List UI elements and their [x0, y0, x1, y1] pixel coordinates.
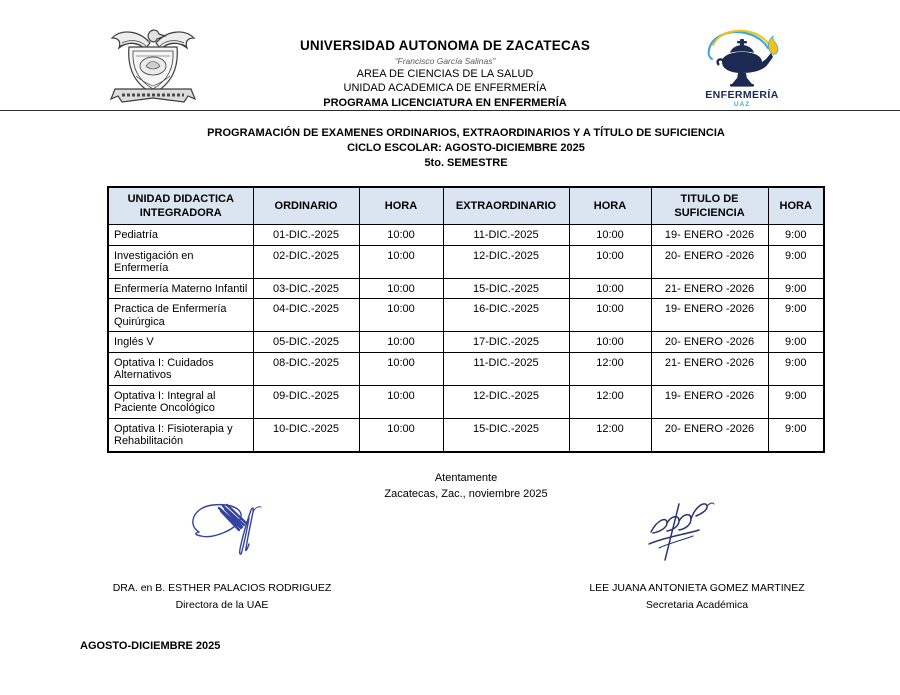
table-row [108, 225, 824, 246]
letterhead [230, 38, 660, 111]
table-cell: 9:00 [768, 299, 824, 332]
table-cell: 9:00 [768, 245, 824, 278]
table-cell: 10:00 [359, 332, 443, 353]
area-name: AREA DE CIENCIAS DE LA SALUD [356, 67, 534, 80]
signature-director [183, 498, 298, 564]
table-cell: 10:00 [569, 299, 651, 332]
table-body [108, 225, 824, 452]
table-cell: 9:00 [768, 418, 824, 452]
table-cell: 19- ENERO -2026 [651, 299, 768, 332]
table-cell: 12:00 [569, 418, 651, 452]
table-cell: 9:00 [768, 278, 824, 299]
place-date: Zacatecas, Zac., noviembre 2025 [384, 488, 548, 500]
table-cell: 15-DIC.-2025 [443, 278, 569, 299]
table-cell: 02-DIC.-2025 [253, 245, 359, 278]
table-cell: 04-DIC.-2025 [253, 299, 359, 332]
table-cell: 03-DIC.-2025 [253, 278, 359, 299]
header-divider [0, 110, 900, 111]
signer-right [572, 580, 822, 614]
table-column-header: HORA [768, 187, 824, 225]
table-cell: 10:00 [569, 245, 651, 278]
table-cell: Optativa I: Integral al Paciente Oncológico [108, 385, 253, 418]
table-column-header: HORA [569, 187, 651, 225]
program-name: PROGRAMA LICENCIATURA EN ENFERMERÍA [323, 97, 567, 109]
salutation: Atentamente [434, 472, 498, 484]
table-cell: 10:00 [359, 352, 443, 385]
table-cell: 10:00 [359, 278, 443, 299]
table-cell: 05-DIC.-2025 [253, 332, 359, 353]
enfermeria-uaz-logo [692, 26, 792, 110]
table-cell: 21- ENERO -2026 [651, 278, 768, 299]
document-title [30, 126, 900, 171]
exam-schedule-table [107, 186, 825, 453]
table-row [108, 299, 824, 332]
table-cell: Pediatría [108, 225, 253, 246]
table-column-header: EXTRAORDINARIO [443, 187, 569, 225]
signer-right-role: Secretaria Académica [645, 599, 749, 611]
table-cell: 9:00 [768, 352, 824, 385]
title-line-2: CICLO ESCOLAR: AGOSTO-DICIEMBRE 2025 [347, 142, 585, 154]
table-cell: 20- ENERO -2026 [651, 332, 768, 353]
table-cell: 20- ENERO -2026 [651, 418, 768, 452]
uaz-wordmark: UAZ [733, 101, 751, 108]
signature-secretary [633, 498, 745, 568]
table-cell: 10:00 [359, 299, 443, 332]
enfermeria-wordmark: ENFERMERÍA [705, 89, 779, 101]
table-cell: 9:00 [768, 332, 824, 353]
table-row [108, 278, 824, 299]
table-cell: 12:00 [569, 352, 651, 385]
table-cell: 19- ENERO -2026 [651, 225, 768, 246]
table-cell: 11-DIC.-2025 [443, 225, 569, 246]
table-row [108, 245, 824, 278]
academic-unit: UNIDAD ACADEMICA DE ENFERMERÍA [343, 82, 547, 95]
table-cell: 19- ENERO -2026 [651, 385, 768, 418]
uaz-crest-logo [100, 26, 206, 110]
table-cell: 21- ENERO -2026 [651, 352, 768, 385]
table-cell: 10:00 [359, 385, 443, 418]
table-cell: Enfermería Materno Infantil [108, 278, 253, 299]
table-row [108, 385, 824, 418]
table-cell: 9:00 [768, 385, 824, 418]
table-row [108, 332, 824, 353]
table-cell: 01-DIC.-2025 [253, 225, 359, 246]
table-column-header: HORA [359, 187, 443, 225]
table-cell: 9:00 [768, 225, 824, 246]
table-cell: 10:00 [359, 225, 443, 246]
table-cell: 10-DIC.-2025 [253, 418, 359, 452]
university-name: UNIVERSIDAD AUTONOMA DE ZACATECAS [299, 38, 591, 53]
table-column-header: ORDINARIO [253, 187, 359, 225]
table-cell: Investigación en Enfermería [108, 245, 253, 278]
table-column-header: UNIDAD DIDACTICA INTEGRADORA [108, 187, 253, 225]
signer-left-name: DRA. en B. ESTHER PALACIOS RODRIGUEZ [112, 582, 332, 594]
table-cell: 10:00 [359, 418, 443, 452]
table-cell: 17-DIC.-2025 [443, 332, 569, 353]
table-cell: Optativa I: Cuidados Alternativos [108, 352, 253, 385]
table-column-header: TITULO DE SUFICIENCIA [651, 187, 768, 225]
table-row [108, 418, 824, 452]
footer-term: AGOSTO-DICIEMBRE 2025 [80, 640, 221, 652]
signer-right-name: LEE JUANA ANTONIETA GOMEZ MARTINEZ [589, 582, 805, 594]
table-cell: 12:00 [569, 385, 651, 418]
table-cell: 10:00 [569, 332, 651, 353]
university-motto: “Francisco García Salinas” [394, 55, 496, 66]
table-cell: 10:00 [569, 278, 651, 299]
table-cell: Practica de Enfermería Quirúrgica [108, 299, 253, 332]
closing-block [30, 470, 900, 502]
signer-left-role: Directora de la UAE [175, 599, 269, 611]
table-cell: 12-DIC.-2025 [443, 245, 569, 278]
table-cell: 15-DIC.-2025 [443, 418, 569, 452]
table-row [108, 352, 824, 385]
title-line-3: 5to. SEMESTRE [424, 157, 508, 169]
signer-left [97, 580, 347, 614]
table-cell: 10:00 [359, 245, 443, 278]
table-cell: 10:00 [569, 225, 651, 246]
table-cell: 20- ENERO -2026 [651, 245, 768, 278]
table-cell: 11-DIC.-2025 [443, 352, 569, 385]
table-header-row [108, 187, 824, 225]
table-cell: 12-DIC.-2025 [443, 385, 569, 418]
table-cell: 08-DIC.-2025 [253, 352, 359, 385]
table-cell: 09-DIC.-2025 [253, 385, 359, 418]
table-cell: Inglés V [108, 332, 253, 353]
title-line-1: PROGRAMACIÓN DE EXAMENES ORDINARIOS, EXTRAORDINARIOS Y A TÍTULO DE SUFICIENCIA [207, 127, 725, 139]
table-cell: Optativa I: Fisioterapia y Rehabilitación [108, 418, 253, 452]
table-cell: 16-DIC.-2025 [443, 299, 569, 332]
